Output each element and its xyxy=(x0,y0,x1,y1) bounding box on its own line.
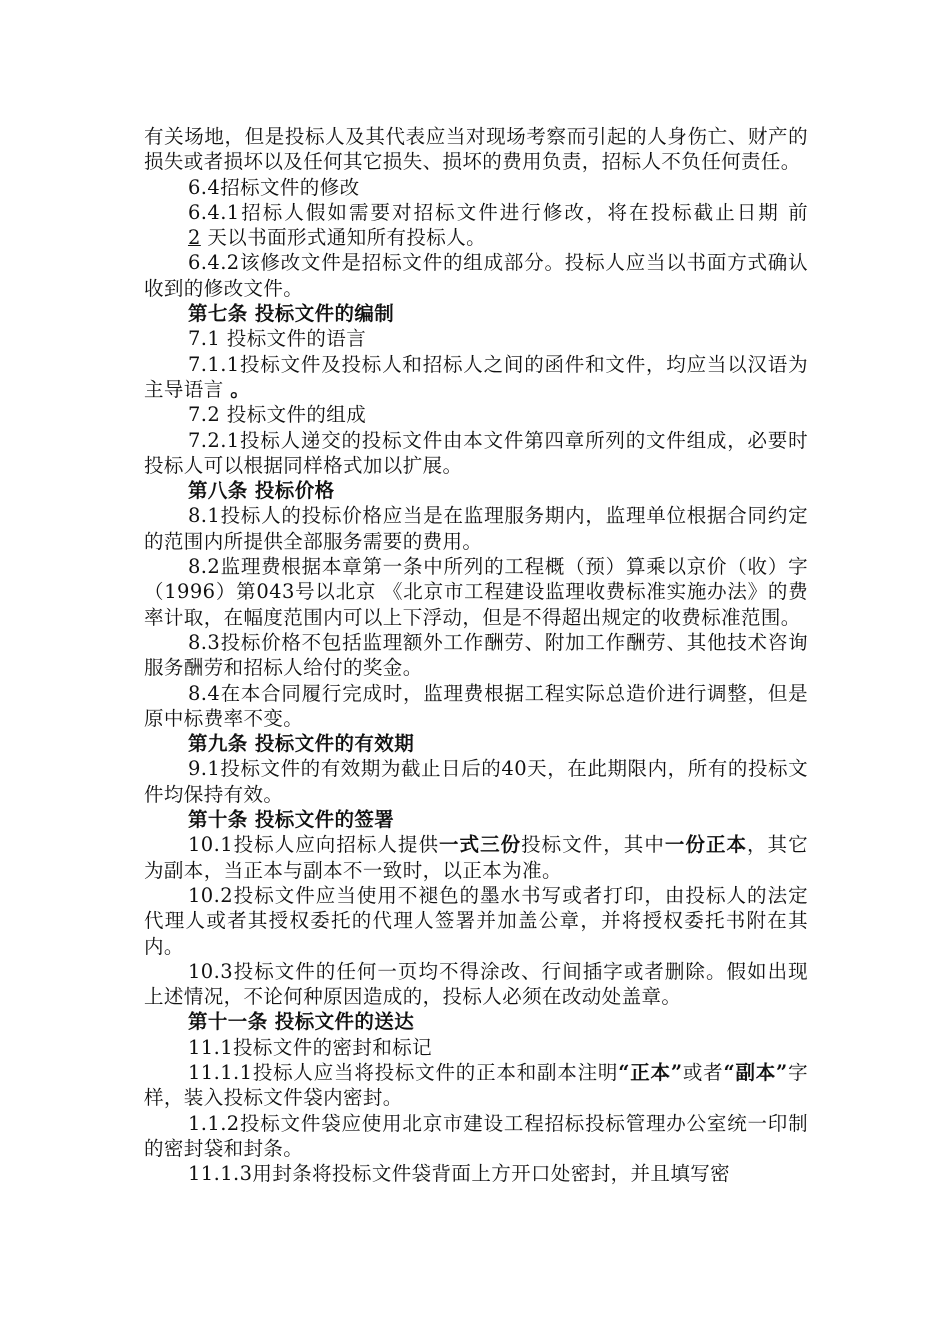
paragraph-text: ，其它为副本，当正本与副本不一致时，以正本为准。 xyxy=(144,833,808,882)
paragraph xyxy=(144,832,808,883)
paragraph: 10.2投标文件应当使用不褪色的墨水书写或者打印，由投标人的法定代理人或者其授权委托的代理人签署并加盖公章，并将授权委托书附在其内。 xyxy=(144,883,808,958)
subsection-title: 11.1投标文件的密封和标记 xyxy=(188,1035,433,1059)
article-heading: 第九条 投标文件的有效期 xyxy=(188,732,415,756)
emphasis-copy-label: “副本” xyxy=(723,1060,788,1084)
paragraph-text: 投标文件，其中 xyxy=(521,833,665,857)
paragraph xyxy=(144,1060,808,1111)
paragraph: 8.2监理费根据本章第一条中所列的工程概（预）算乘以京价（收）字（1996）第043号以北京 《北京市工程建设监理收费标准实施办法》的费率计取，在幅度范围内可以上下浮动，但是不得超出规定的收费标准范围。 xyxy=(144,555,808,629)
emphasis-original: 一份正本 xyxy=(664,833,748,857)
article-heading: 第八条 投标价格 xyxy=(188,479,335,503)
paragraph: 10.3投标文件的任何一页均不得涂改、行间插字或者删除。假如出现上述情况，不论何种原因造成的，投标人必须在改动处盖章。 xyxy=(144,959,808,1009)
paragraph: 有关场地，但是投标人及其代表应当对现场考察而引起的人身伤亡、财产的损失或者损坏以及任何其它损失、损坏的费用负责，招标人不负任何责任。 xyxy=(144,125,808,174)
paragraph-text: 7.1.1投标文件及投标人和招标人之间的函件和文件，均应当以汉语为主导语言 xyxy=(144,352,808,401)
paragraph: 8.3投标价格不包括监理额外工作酬劳、附加工作酬劳、其他技术咨询服务酬劳和招标人给付的奖金。 xyxy=(144,630,808,680)
paragraph: 6.4.2该修改文件是招标文件的组成部分。投标人应当以书面方式确认收到的修改文件。 xyxy=(144,251,808,300)
paragraph: 11.1.3用封条将投标文件袋背面上方开口处密封，并且填写密 xyxy=(188,1162,731,1186)
subsection-title: 7.1 投标文件的语言 xyxy=(188,327,367,351)
notice-days-blank: 2 xyxy=(188,226,201,250)
paragraph: 1.1.2投标文件袋应使用北京市建设工程招标投标管理办公室统一印制的密封袋和封条。 xyxy=(144,1111,808,1160)
article-heading: 第七条 投标文件的编制 xyxy=(188,302,395,326)
emphasis-original-label: “正本” xyxy=(618,1060,683,1084)
paragraph-text: 11.1.1投标人应当将投标文件的正本和副本注明 xyxy=(188,1060,619,1084)
emphasis-copies: 一式三份 xyxy=(439,833,522,857)
paragraph: 9.1投标文件的有效期为截止日后的40天，在此期限内，所有的投标文件均保持有效。 xyxy=(144,757,808,806)
paragraph-text: 字样，装入投标文件袋内密封。 xyxy=(144,1060,808,1110)
paragraph xyxy=(144,352,808,403)
subsection-title: 7.2 投标文件的组成 xyxy=(188,403,367,427)
paragraph-text: 天以书面形式通知所有投标人。 xyxy=(200,226,487,250)
article-heading: 第十条 投标文件的签署 xyxy=(188,808,395,832)
paragraph: 7.2.1投标人递交的投标文件由本文件第四章所列的文件组成，必要时投标人可以根据同样格式加以扩展。 xyxy=(144,428,808,477)
article-heading: 第十一条 投标文件的送达 xyxy=(188,1010,415,1034)
paragraph-text: 6.4.1招标人假如需要对招标文件进行修改，将在投标截止日期 前 xyxy=(188,200,808,224)
paragraph xyxy=(144,200,808,251)
subsection-title: 6.4招标文件的修改 xyxy=(188,175,360,199)
paragraph-text: 或者 xyxy=(682,1060,724,1084)
paragraph: 8.4在本合同履行完成时，监理费根据工程实际总造价进行调整，但是原中标费率不变。 xyxy=(144,681,808,730)
paragraph: 8.1投标人的投标价格应当是在监理服务期内，监理单位根据合同约定的范围内所提供全部服务需要的费用。 xyxy=(144,504,808,553)
document-body xyxy=(144,124,808,1186)
paragraph-mark: 。 xyxy=(230,377,251,401)
paragraph-text: 10.1投标人应向招标人提供 xyxy=(188,833,439,857)
